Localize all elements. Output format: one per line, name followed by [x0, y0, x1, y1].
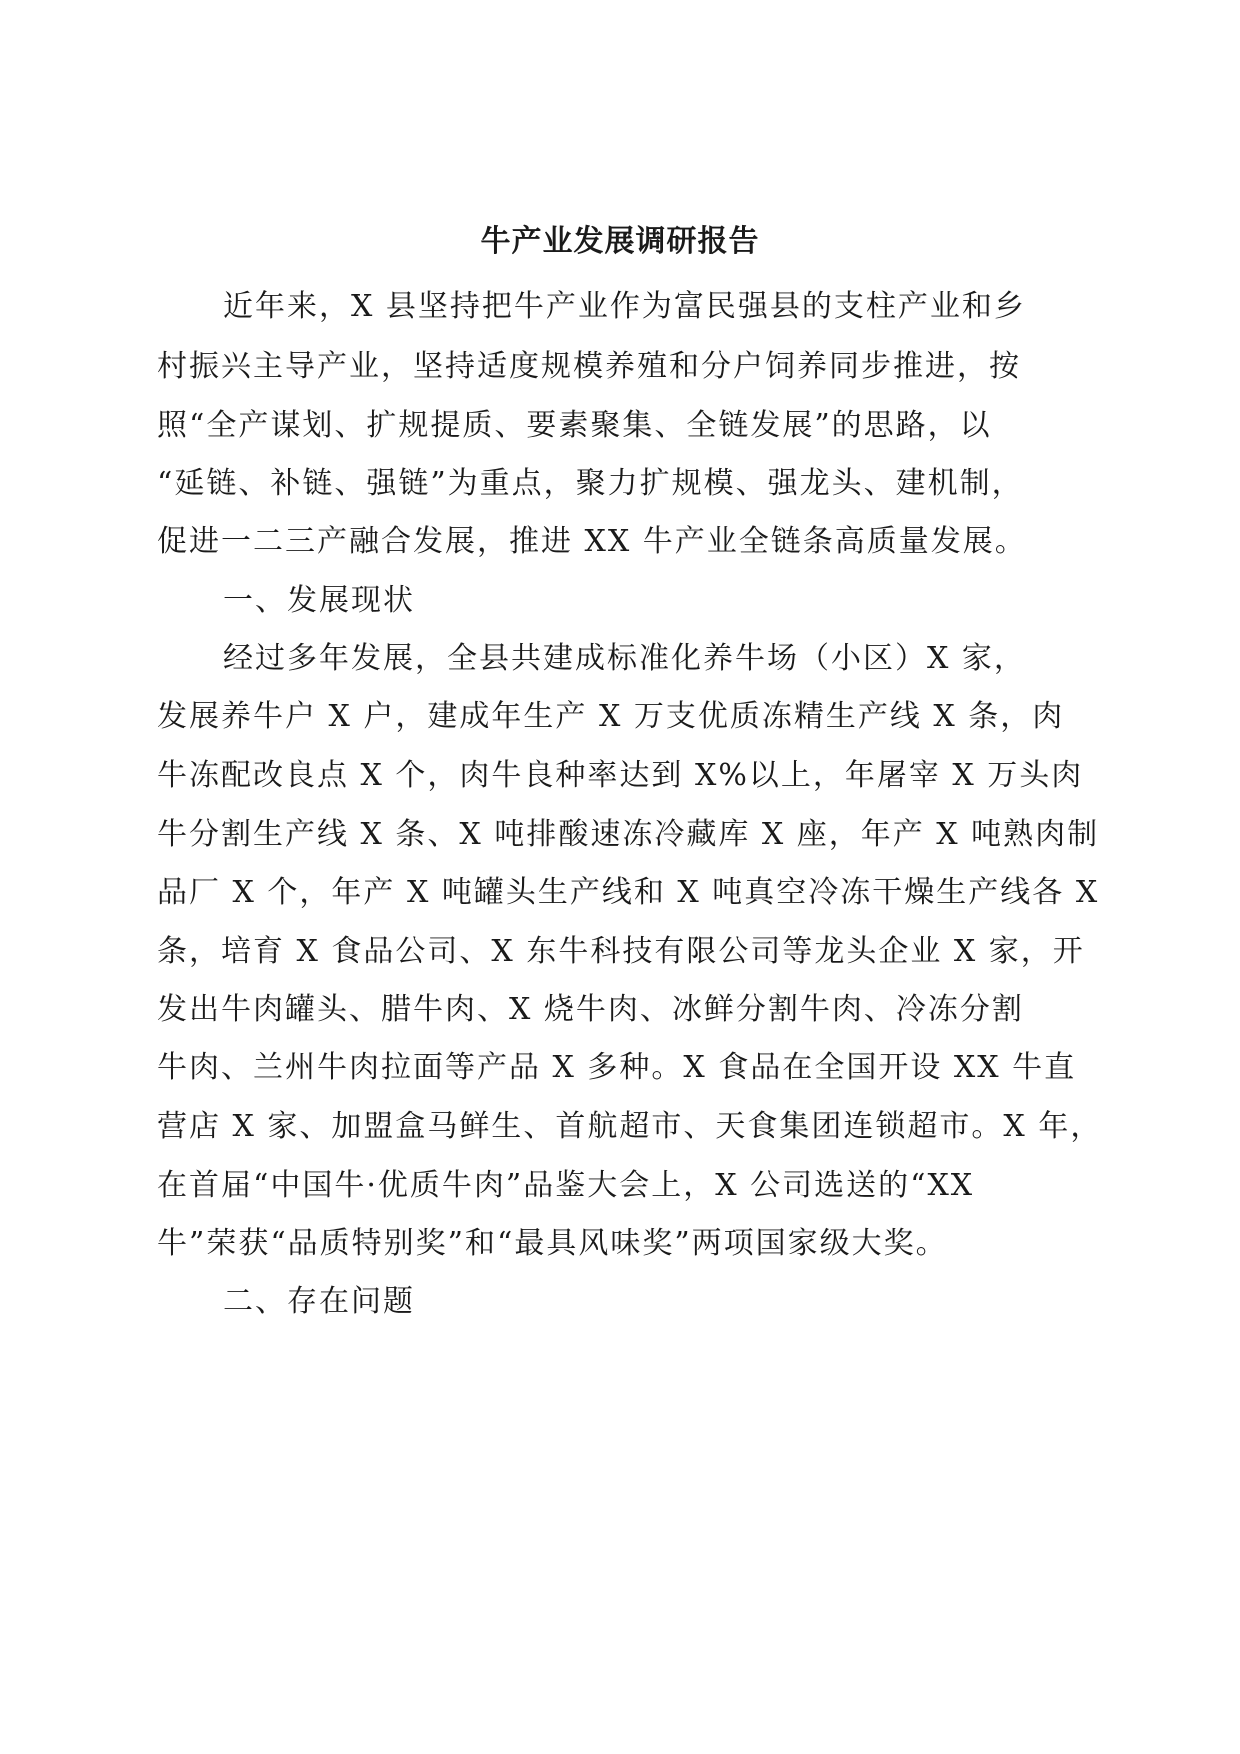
paragraph-2-line-2: 发展养牛户 X 户，建成年生产 X 万支优质冻精生产线 X 条，肉 — [157, 699, 1065, 734]
paragraph-2-line-10: 在首届“中国牛·优质牛肉”品鉴大会上，X 公司选送的“XX — [157, 1168, 975, 1203]
paragraph-2-line-11: 牛”荣获“品质特别奖”和“最具风味奖”两项国家级大奖。 — [157, 1226, 948, 1261]
paragraph-1-line-2: 村振兴主导产业，坚持适度规模养殖和分户饲养同步推进，按 — [157, 349, 1021, 384]
document-title: 牛产业发展调研报告 — [480, 224, 760, 259]
paragraph-2-line-7: 发出牛肉罐头、腊牛肉、X 烧牛肉、冰鲜分割牛肉、冷冻分割 — [157, 992, 1024, 1027]
section-heading-2: 二、存在问题 — [223, 1284, 415, 1319]
paragraph-2-line-6: 条，培育 X 食品公司、X 东牛科技有限公司等龙头企业 X 家，开 — [157, 934, 1085, 969]
paragraph-1-line-3: 照“全产谋划、扩规提质、要素聚集、全链发展”的思路，以 — [157, 408, 992, 443]
paragraph-2-line-1: 经过多年发展，全县共建成标准化养牛场（小区）X 家， — [223, 641, 1026, 676]
paragraph-1-line-5: 促进一二三产融合发展，推进 XX 牛产业全链条高质量发展。 — [157, 524, 1027, 559]
paragraph-2-line-3: 牛冻配改良点 X 个，肉牛良种率达到 X%以上，年屠宰 X 万头肉 — [157, 758, 1084, 793]
paragraph-2-line-8: 牛肉、兰州牛肉拉面等产品 X 多种。X 食品在全国开设 XX 牛直 — [157, 1050, 1077, 1085]
paragraph-2-line-4: 牛分割生产线 X 条、X 吨排酸速冻冷藏库 X 座，年产 X 吨熟肉制 — [157, 817, 1100, 852]
section-heading-1: 一、发展现状 — [223, 583, 415, 618]
paragraph-1-line-1: 近年来，X 县坚持把牛产业作为富民强县的支柱产业和乡 — [223, 289, 1026, 324]
paragraph-2-line-9: 营店 X 家、加盟盒马鲜生、首航超市、天食集团连锁超市。X 年， — [157, 1109, 1103, 1144]
paragraph-2-line-5: 品厂 X 个，年产 X 吨罐头生产线和 X 吨真空冷冻干燥生产线各 X — [157, 875, 1100, 910]
paragraph-1-line-4: “延链、补链、强链”为重点，聚力扩规模、强龙头、建机制， — [157, 466, 1024, 501]
